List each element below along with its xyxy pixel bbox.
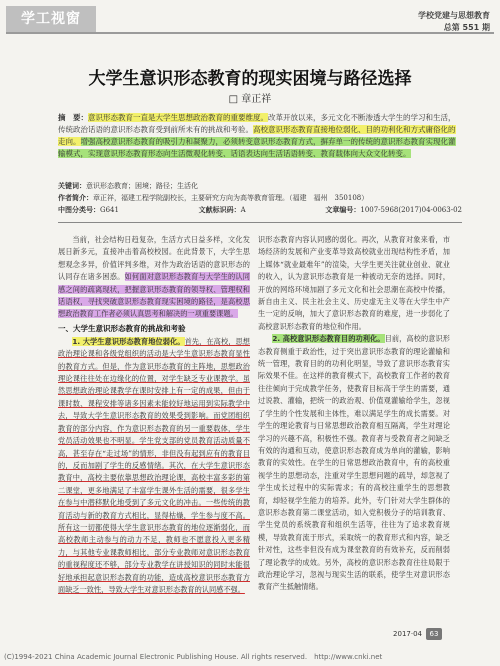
abstract-text-2: 改革开放以来，多元文化不断渗透大学生的学习和生活，传统政治话语的意识形态教育受到前所未有的挑战和考验。 <box>58 113 456 134</box>
abstract-highlight-4: 增强高校意识形态教育的吸引力和凝聚力，必须转变意识形态教育方式，摒弃单一的传统的意识形态教育实现化灌输模式，实现意识形态教育形态向生活微观化转变、话语表达向生活话语转变、教育载体向大众文化转变。 <box>58 137 456 158</box>
abstract-highlight-3: 高校意识形态教育直接地位弱化、目的功利化和方式庸俗化的走向。 <box>58 125 456 146</box>
continued-paragraph: 识形态教育内容认同感的弱化。再次，从教育对象来看，市场经济的发展和产业变革导致高校就业出现结构性矛盾，加上媒体“就业最难年”的渲染，大学生更关注就业创业、就业的收入，认为意识形态教育是一种被动无奈的选择。同时，开放的网络环境加剧了多元文化和社会思潮在高校中传播，新自由主义、民主社会主义、历史虚无主义等在大学生中产生一定的反响，加大了意识形态教育的难度，进一步弱化了高校意识形态教育的地位和作用。 <box>258 235 450 331</box>
abstract <box>58 112 462 160</box>
abstract-highlight-1: 意识形态教育一直是大学生思想政治教育的重要维度。 <box>88 113 268 122</box>
issue-number: 总第 551 期 <box>443 23 490 32</box>
article-title: 大学生意识形态教育的现实困境与路径选择 <box>88 69 412 89</box>
keywords: 意识形态教育；困境；路径；生活化 <box>86 182 198 190</box>
author-bio: 章正祥，福建工程学院副校长，主要研究方向为高等教育管理。（福建 福州 350108） <box>93 194 369 202</box>
article-metadata <box>58 180 462 216</box>
doc-value: A <box>240 206 246 214</box>
journal-name: 学校党建与思想教育 <box>418 11 490 20</box>
article-number <box>325 204 462 216</box>
page-footer <box>389 628 442 640</box>
subsection-title-2: 2. 高校意识形态教育目的功利化。 <box>272 334 385 344</box>
keywords-line <box>58 180 462 192</box>
column-tag: 学工视窗 <box>6 6 96 32</box>
subsection-paragraph-2 <box>258 333 450 594</box>
abstract-label: 摘 要： <box>58 113 88 122</box>
clc-number <box>58 204 119 216</box>
section-divider <box>58 222 462 223</box>
body-paragraph-2: 目前，高校的意识形态教育侧重于政治性，过于突出意识形态教育的理论灌输和统一管理，教育目的的功利化明显，导致了意识形态教育实际效果不佳。在这样的教育模式下，高校教育工作者的教育往往倾向于完成教学任务，使教育目标高于学生的需要，通过说教、灌输，把统一的政治观、价值观灌输给学生，忽视了学生的个性发展和主体性，难以满足学生的成长需要。对学生的理论教育与日常思想政治教育相互隔离，学生对理论学习的兴趣不高，积极性不强。教育者与受教育者之间缺乏有效的沟通和互动，使意识形态教育成为单向的灌输，影响教育的实效性。在学生的日常思想政治教育中，有的高校重视学生的思想动态，注重对学生思想问题的疏导，却忽视了学生成长过程中的实际需求；有的高校注重学生的思想教育，却轻视学生能力的培养。此外，专门针对大学生群体的意识形态教育第二课堂活动，如入党积极分子的培训教育、学生党员的系统教育和组织生活等，往往为了追求教育规模，导致教育流于形式，采取统一的教育形式和内容，缺乏针对性，这些非但没有成为课堂教育的有效补充，反而削弱了理论教学的成效。另外，高校的意识形态教育往往局限于政治理论学习，忽视与现实生活的联系，使学生对意识形态教育产生抵触情绪。 <box>258 334 450 592</box>
section-heading: 一、大学生意识形态教育的挑战和考验 <box>58 323 186 333</box>
journal-header <box>418 10 490 34</box>
right-column <box>258 234 450 594</box>
left-column <box>58 234 250 596</box>
doc-label: 文献标识码： <box>198 206 241 214</box>
page-number: 63 <box>426 628 442 640</box>
author-bio-label: 作者简介： <box>58 194 93 202</box>
intro-paragraph: 当前，社会结构日趋复杂，生活方式日益多样，文化发展日新多元，直接冲击着高校校园。在此背景下，大学生思想观念多异，价值评判多维，对作为政治话语的意识形态的认同存在诸多困惑。如何面对意识形态教育与大学生的认同感之间的疏离现状，把握意识形态教育的领导权、管理权和话语权，寻找突破意识形态教育现实困境的路径，是高校思想政治教育工作者必须认真思考和解决的一项重要课题。 <box>58 235 250 319</box>
body-paragraph: 首先，在高校，思想政治理论课和各级党组织的活动是大学生意识形态教育显性的教育方式。但是，作为意识形态教育的主阵地，思想政治理论课往往处在边缘化的位置，对学生缺乏专业课教学。虽然思想政治理论课教学在课时安排上有一定的成果，但由于课时数、课程安排等诸多因素未能较好地运用到实际教学中去，导致大学生意识形态教育的效果受到影响。而党团组织教育的部分内容，作为意识形态教育的另一重要载体，学生党员活动效果也不明显。学生党支部的党员教育活动质量不高，甚至存在“走过场”的情形，非但没有起到应有的教育目的，反而加剧了学生的反感情绪。其次，在大学生意识形态教育中，高校主要依靠思想政治理论课，高校丰富多彩的第二课堂，更多地满足了丰富学生课外生活的需要，很多学生在参与中潜移默化地受到了多元文化的冲击。一些传统的教育活动与新的教育方式相比，显得枯燥，学生参与度不高。所有这一切都使得大学生意识形态教育的地位逐渐弱化，而高校教师主动参与的动力不足，教师也不愿意投入更多精力，与其他专业课教师相比，部分专业教师对意识形态教育的重视程度还不够，部分专业教学在讲授知识的同时未能很好地承担起意识形态教育的功能，造成高校意识形态教育方面缺乏一致性，导致大学生对意识形态教育的认同感不强。 <box>58 336 250 594</box>
article-value: 1007-5968(2017)04-0063-02 <box>360 206 462 214</box>
subsection-title: 1. 大学生意识形态教育地位弱化。 <box>72 336 185 346</box>
issue-date: 2017·04 <box>393 630 422 638</box>
clc-label: 中图分类号： <box>58 206 100 214</box>
article-label: 文章编号： <box>325 206 361 214</box>
doc-code <box>199 204 246 216</box>
subsection-paragraph <box>58 336 250 597</box>
article-author: □ 章正祥 <box>228 94 272 105</box>
copyright-line: (C)1994-2021 China Academic Journal Electronic Publishing House. All rights reserved. http://www.cnki.net <box>4 653 383 661</box>
author-bio-line <box>58 192 462 204</box>
intro-highlight: 如何面对意识形态教育与大学生的认同感之间的疏离现状，把握意识形态教育的领导权、管理权和话语权，寻找突破意识形态教育现实困境的路径，是高校思想政治教育工作者必须认真思考和解决的一项重要课题。 <box>58 272 250 319</box>
keywords-label: 关键词： <box>58 182 86 190</box>
classification-line <box>58 204 462 216</box>
clc-value: G641 <box>100 206 119 214</box>
